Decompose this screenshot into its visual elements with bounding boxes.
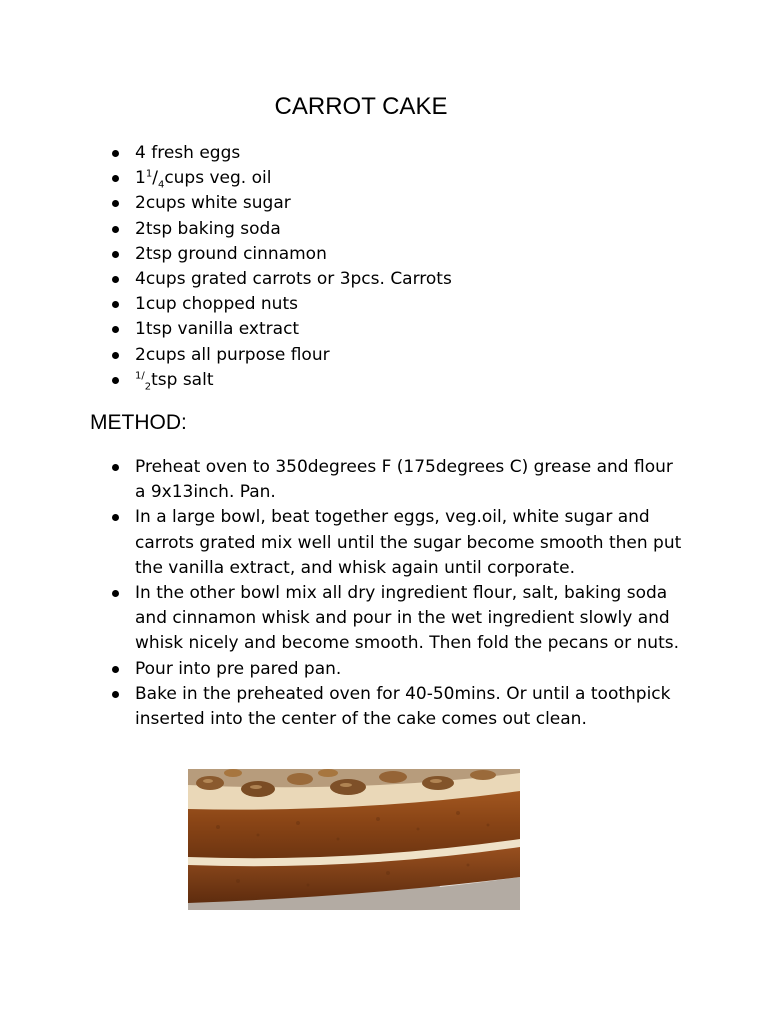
ingredient-text: 2tsp ground cinnamon xyxy=(135,243,327,264)
bullet-icon xyxy=(112,326,119,333)
method-steps xyxy=(107,455,682,732)
bullet-icon xyxy=(112,226,119,233)
list-item xyxy=(107,191,667,216)
ingredient-text: 1tsp vanilla extract xyxy=(135,319,300,340)
ingredient-whole: 1 xyxy=(135,168,146,189)
list-item xyxy=(107,166,667,191)
fraction-denominator: 2 xyxy=(144,381,152,393)
method-heading: METHOD: xyxy=(90,411,187,434)
list-item xyxy=(107,267,667,292)
list-item xyxy=(107,217,667,242)
fraction-denominator: 4 xyxy=(157,179,165,191)
ingredient-list xyxy=(107,141,667,393)
ingredient-text: 2cups white sugar xyxy=(135,193,291,214)
list-item xyxy=(107,317,667,342)
bullet-icon xyxy=(112,514,119,521)
ingredient-rest: cups veg. oil xyxy=(164,168,272,189)
list-item xyxy=(107,343,667,368)
ingredient-text: 1cup chopped nuts xyxy=(135,294,298,315)
step-text: Preheat oven to 350degrees F (175degrees C) grease and flour a 9x13inch. Pan. xyxy=(135,457,673,503)
bullet-icon xyxy=(112,276,119,283)
list-item xyxy=(107,657,682,682)
list-item xyxy=(107,368,667,393)
bullet-icon xyxy=(112,352,119,359)
bullet-icon xyxy=(112,666,119,673)
list-item xyxy=(107,682,682,732)
list-item xyxy=(107,242,667,267)
bullet-icon xyxy=(112,251,119,258)
bullet-icon xyxy=(112,301,119,308)
bullet-icon xyxy=(112,691,119,698)
bullet-icon xyxy=(112,464,119,471)
ingredient-text: 4 fresh eggs xyxy=(135,143,241,163)
step-text: In the other bowl mix all dry ingredient flour, salt, baking soda and cinnamon whisk and pour in the wet ingredient slowly and whisk nicely and become smooth. Then fold the pecans or nuts. xyxy=(135,583,679,654)
list-item xyxy=(107,581,682,657)
ingredient-text: 2cups all purpose flour xyxy=(135,344,330,365)
step-text: Bake in the preheated oven for 40-50mins. Or until a toothpick inserted into the center of the cake comes out clean. xyxy=(135,683,671,730)
fraction-slash: / xyxy=(152,168,158,189)
ingredient-text: 2tsp baking soda xyxy=(135,218,281,239)
bullet-icon xyxy=(112,175,119,182)
carrot-cake-photo xyxy=(188,769,520,910)
list-item xyxy=(107,455,682,505)
step-text: Pour into pre pared pan. xyxy=(135,658,342,679)
ingredient-text: 4cups grated carrots or 3pcs. Carrots xyxy=(135,268,452,289)
bullet-icon xyxy=(112,150,119,157)
fraction-numerator: 1/ xyxy=(135,370,145,382)
ingredient-rest: tsp salt xyxy=(151,369,214,390)
list-item xyxy=(107,292,667,317)
list-item xyxy=(107,505,682,581)
fraction-numerator: 1 xyxy=(145,168,153,180)
bullet-icon xyxy=(112,377,119,384)
list-item xyxy=(107,141,667,166)
page-title: CARROT CAKE xyxy=(274,93,448,120)
bullet-icon xyxy=(112,590,119,597)
bullet-icon xyxy=(112,200,119,207)
step-text: In a large bowl, beat together eggs, veg.oil, white sugar and carrots grated mix well until the sugar become smooth then put the vanilla extract, and whisk again until corporate. xyxy=(135,507,682,578)
